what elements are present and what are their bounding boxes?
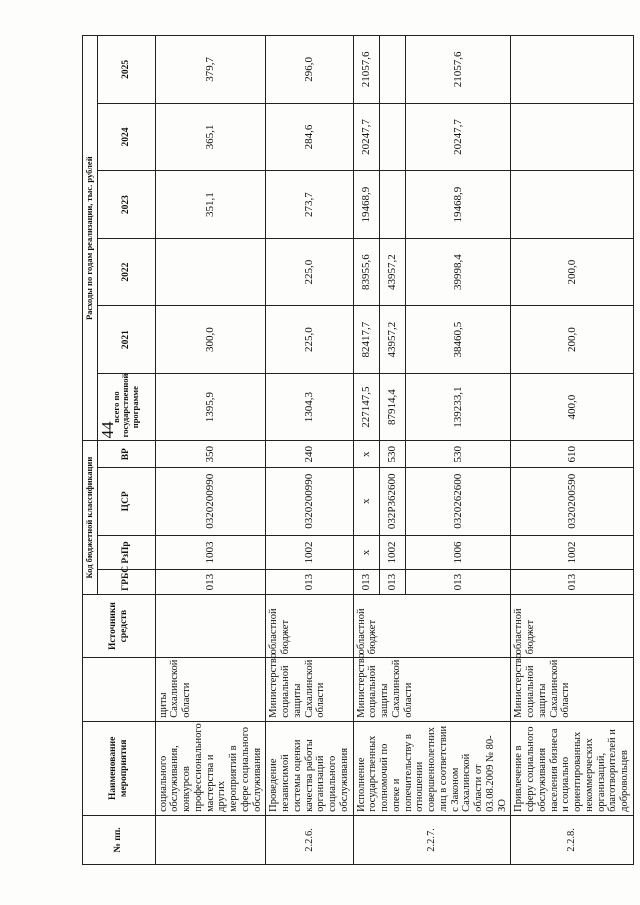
row-2022: 43957,2 xyxy=(379,238,405,306)
row-vr: 610 xyxy=(511,441,634,468)
row-name: Исполнение государственных полномочий по опеке и попечительству в отношении совершеннолетних лиц в соответствии с Законом Сахалинской области от 03.08.2009 № 80-ЗО xyxy=(353,721,511,815)
header-year-2024: 2024 xyxy=(97,103,155,171)
row-2025 xyxy=(379,36,405,104)
row-total: 1395,9 xyxy=(155,373,266,441)
header-vr: ВР xyxy=(97,441,155,468)
row-total: 227147,5 xyxy=(353,373,379,441)
header-source: Источники средств xyxy=(83,594,156,657)
table-row xyxy=(353,36,379,865)
row-2024: 20247,7 xyxy=(353,103,379,171)
row-rzpr: 1006 xyxy=(406,535,511,570)
row-2021: 225,0 xyxy=(266,306,353,374)
row-2022 xyxy=(155,238,266,306)
header-year-2023: 2023 xyxy=(97,171,155,239)
header-name: Наименование мероприятия xyxy=(83,721,156,815)
header-executor xyxy=(83,658,156,721)
row-2024: 365,1 xyxy=(155,103,266,171)
row-num: 2.2.7. xyxy=(353,815,511,864)
row-grbs: 013 xyxy=(155,570,266,595)
header-grbs: ГРБС xyxy=(97,570,155,595)
row-2021: 82417,7 xyxy=(353,306,379,374)
row-2023: 273,7 xyxy=(266,171,353,239)
row-csr: 0320200990 xyxy=(266,468,353,536)
row-2024 xyxy=(379,103,405,171)
budget-table xyxy=(82,35,634,865)
row-2023: 19468,9 xyxy=(353,171,379,239)
row-num xyxy=(155,815,266,864)
row-csr: х xyxy=(353,468,379,536)
row-2022: 39998,4 xyxy=(406,238,511,306)
row-name: Привлечение в сферу социального обслуживания населения бизнеса и социально ориентированных некоммерческих организаций, благотворителей и добровольцев xyxy=(511,721,634,815)
row-2025: 379,7 xyxy=(155,36,266,104)
row-num: 2.2.6. xyxy=(266,815,353,864)
row-2023 xyxy=(511,171,634,239)
header-year-2022: 2022 xyxy=(97,238,155,306)
rotated-table-wrapper xyxy=(82,35,631,865)
row-2024: 20247,7 xyxy=(406,103,511,171)
page-number: 44 xyxy=(98,421,117,439)
header-num: № пп. xyxy=(83,815,156,864)
header-budget-code: Код бюджетной классификации xyxy=(83,441,98,594)
row-2025: 21057,6 xyxy=(406,36,511,104)
row-source: областной бюджет xyxy=(511,594,634,657)
header-row-1 xyxy=(83,36,98,865)
row-vr: 530 xyxy=(379,441,405,468)
table-row xyxy=(266,36,353,865)
row-csr: 0320262600 xyxy=(406,468,511,536)
row-grbs: 013 xyxy=(353,570,379,595)
row-source xyxy=(155,594,266,657)
row-2025: 296,0 xyxy=(266,36,353,104)
row-num: 2.2.8. xyxy=(511,815,634,864)
row-2022: 225,0 xyxy=(266,238,353,306)
row-2022: 200,0 xyxy=(511,238,634,306)
row-executor: щиты Сахалинской области xyxy=(155,658,266,721)
row-grbs: 013 xyxy=(379,570,405,595)
row-csr: 032P362600 xyxy=(379,468,405,536)
row-rzpr: х xyxy=(353,535,379,570)
row-vr: 240 xyxy=(266,441,353,468)
row-executor: Министерство социальной защиты Сахалинской области xyxy=(353,658,511,721)
row-2021: 300,0 xyxy=(155,306,266,374)
row-rzpr: 1002 xyxy=(379,535,405,570)
row-total: 1304,3 xyxy=(266,373,353,441)
row-total: 87914,4 xyxy=(379,373,405,441)
row-executor: Министерство социальной защиты Сахалинской области xyxy=(511,658,634,721)
row-2021: 200,0 xyxy=(511,306,634,374)
header-total: всего по государственной программе xyxy=(97,373,155,441)
row-2021: 43957,2 xyxy=(379,306,405,374)
row-grbs: 013 xyxy=(406,570,511,595)
row-vr: 530 xyxy=(406,441,511,468)
header-rzpr: РзПр xyxy=(97,535,155,570)
row-2025: 21057,6 xyxy=(353,36,379,104)
row-name: социального обслуживания, конкурсов профессионального мастерства и других мероприятий в сфере социального обслуживания xyxy=(155,721,266,815)
table-row xyxy=(155,36,266,865)
row-2023 xyxy=(379,171,405,239)
row-rzpr: 1003 xyxy=(155,535,266,570)
header-year-2025: 2025 xyxy=(97,36,155,104)
row-grbs: 013 xyxy=(266,570,353,595)
header-csr: ЦСР xyxy=(97,468,155,536)
row-source: областной бюджет xyxy=(266,594,353,657)
row-2021: 38460,5 xyxy=(406,306,511,374)
row-rzpr: 1002 xyxy=(266,535,353,570)
row-2023: 19468,9 xyxy=(406,171,511,239)
row-2023: 351,1 xyxy=(155,171,266,239)
row-name: Проведение независимой системы оценки качества работы организаций социального обслуживания xyxy=(266,721,353,815)
row-total: 139233,1 xyxy=(406,373,511,441)
row-vr: х xyxy=(353,441,379,468)
row-executor: Министерство социальной защиты Сахалинской области xyxy=(266,658,353,721)
row-2024: 284,6 xyxy=(266,103,353,171)
header-expenses: Расходы по годам реализации, тыс. рублей xyxy=(83,36,98,441)
row-csr: 0320200990 xyxy=(155,468,266,536)
row-2024 xyxy=(511,103,634,171)
row-csr: 0320200590 xyxy=(511,468,634,536)
row-source: областной бюджет xyxy=(353,594,511,657)
row-2022: 83955,6 xyxy=(353,238,379,306)
row-vr: 350 xyxy=(155,441,266,468)
row-total: 400,0 xyxy=(511,373,634,441)
table-row xyxy=(511,36,634,865)
header-year-2021: 2021 xyxy=(97,306,155,374)
row-2025 xyxy=(511,36,634,104)
row-rzpr: 1002 xyxy=(511,535,634,570)
row-grbs: 013 xyxy=(511,570,634,595)
